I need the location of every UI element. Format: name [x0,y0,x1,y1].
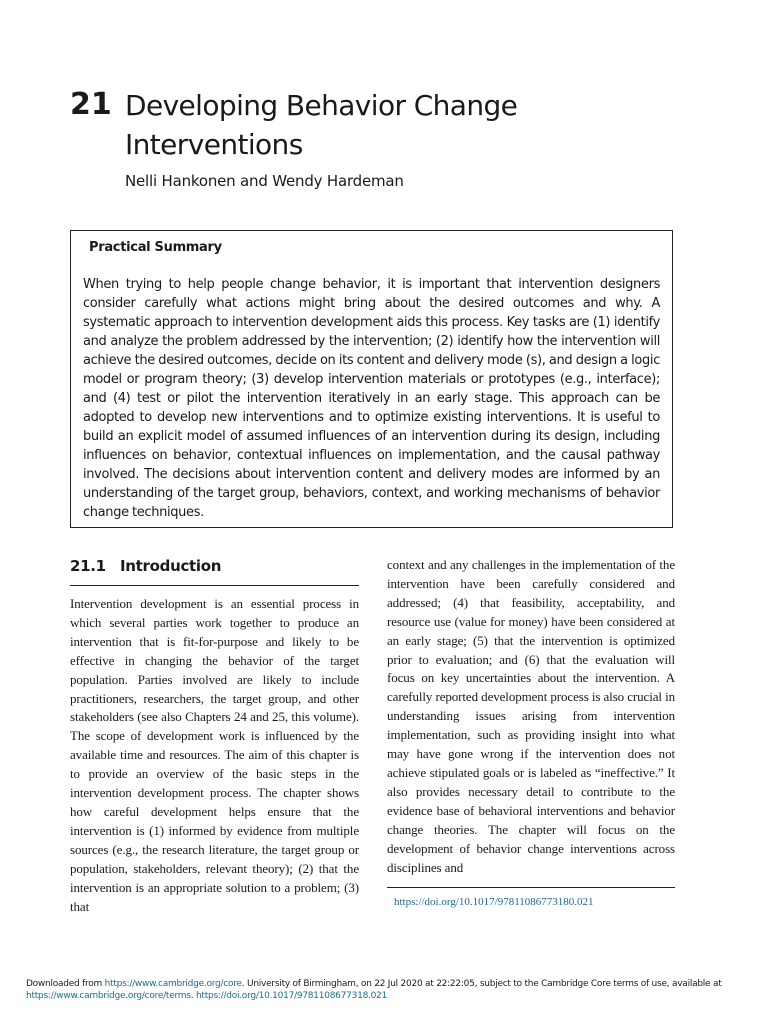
download-footer [26,978,756,1002]
chapter-title [125,86,685,164]
practical-summary-text: When trying to help people change behavior, it is important that intervention designers consider carefully what actions might bring about the desired outcomes and why. A systematic approach to intervention development aids this process. Key tasks are (1) identify and analyze the problem addressed by the intervention; (2) identify how the intervention will achieve the desired outcomes, decide on its content and delivery mode (s), and design a logic model or program theory; (3) develop intervention materials or prototypes (e.g., interface); and (4) test or pilot the intervention iteratively in an early stage. This approach can be adopted to develop new interventions and to optimize existing interventions. It is useful to build an explicit model of assumed influences of an intervention during its design, including influences on behavior, contextual influences on implementation, and the causal pathway involved. The decisions about intervention content and delivery modes are informed by an understanding of the target group, behaviors, context, and working mechanisms of behavior change techniques. [83,277,660,520]
section-number: 21.1 [70,557,106,575]
section-heading [70,555,359,586]
footer-separator: . [190,991,196,1001]
left-column [70,555,359,916]
body-paragraph-left: Intervention development is an essential process in which several parties work together to produce an intervention that is fit-for-purpose and likely to be effective in changing the behavior of the target population. Parties involved are likely to include practitioners, researchers, the target group, and other stakeholders (see also Chapters 24 and 25, this volume). The scope of development work is influenced by the available time and resources. The aim of this chapter is to provide an overview of the basic steps in the intervention development process. The chapter shows how careful development helps ensure that the intervention is (1) informed by evidence from multiple sources (e.g., the research literature, the target group or population, stakeholders, relevant theory); (2) that the intervention is an appropriate solution to a problem; (3) that [70,596,359,914]
practical-summary-box [70,230,673,528]
chapter-number: 21 [70,87,112,122]
body-paragraph-right: context and any challenges in the implementation of the intervention have been carefully considered and addressed; (4) that feasibility, acceptability, and resource use (value for money) have been considered at an early stage; (5) that the intervention is optimized prior to evaluation; and (6) that the evaluation will focus on key uncertainties about the intervention. A carefully reported development process is also crucial in understanding issues arising from intervention implementation, such as providing insight into what may have gone wrong if the intervention does not achieve stipulated goals or is labeled as “ineffective.” It also provides necessary detail to contribute to the evidence base of behavioral interventions and behavior change theories. The chapter will focus on the development of behavior change interventions across disciplines and [387,557,675,875]
footer-middle-text: . University of Birmingham, on 22 Jul 2020 at 22:22:05, subject to the Cambridge Core terms of use, available at [241,979,722,989]
footer-doi-link[interactable]: https://doi.org/10.1017/9781108677318.021 [195,991,388,1001]
footer-prefix: Downloaded from [26,979,105,989]
chapter-title-line-1: Developing Behavior Change [125,89,518,122]
footer-terms-link[interactable]: https://www.cambridge.org/core/terms [26,991,191,1001]
right-column [387,556,675,908]
chapter-doi-link[interactable]: https://doi.org/10.1017/97811086773180.021 [394,896,594,909]
section-title: Introduction [120,557,222,575]
footnote-divider [387,887,675,888]
chapter-title-line-2: Interventions [125,128,303,161]
chapter-authors: Nelli Hankonen and Wendy Hardeman [125,172,404,190]
footer-core-link[interactable]: https://www.cambridge.org/core [104,979,242,989]
practical-summary-title: Practical Summary [89,240,222,255]
